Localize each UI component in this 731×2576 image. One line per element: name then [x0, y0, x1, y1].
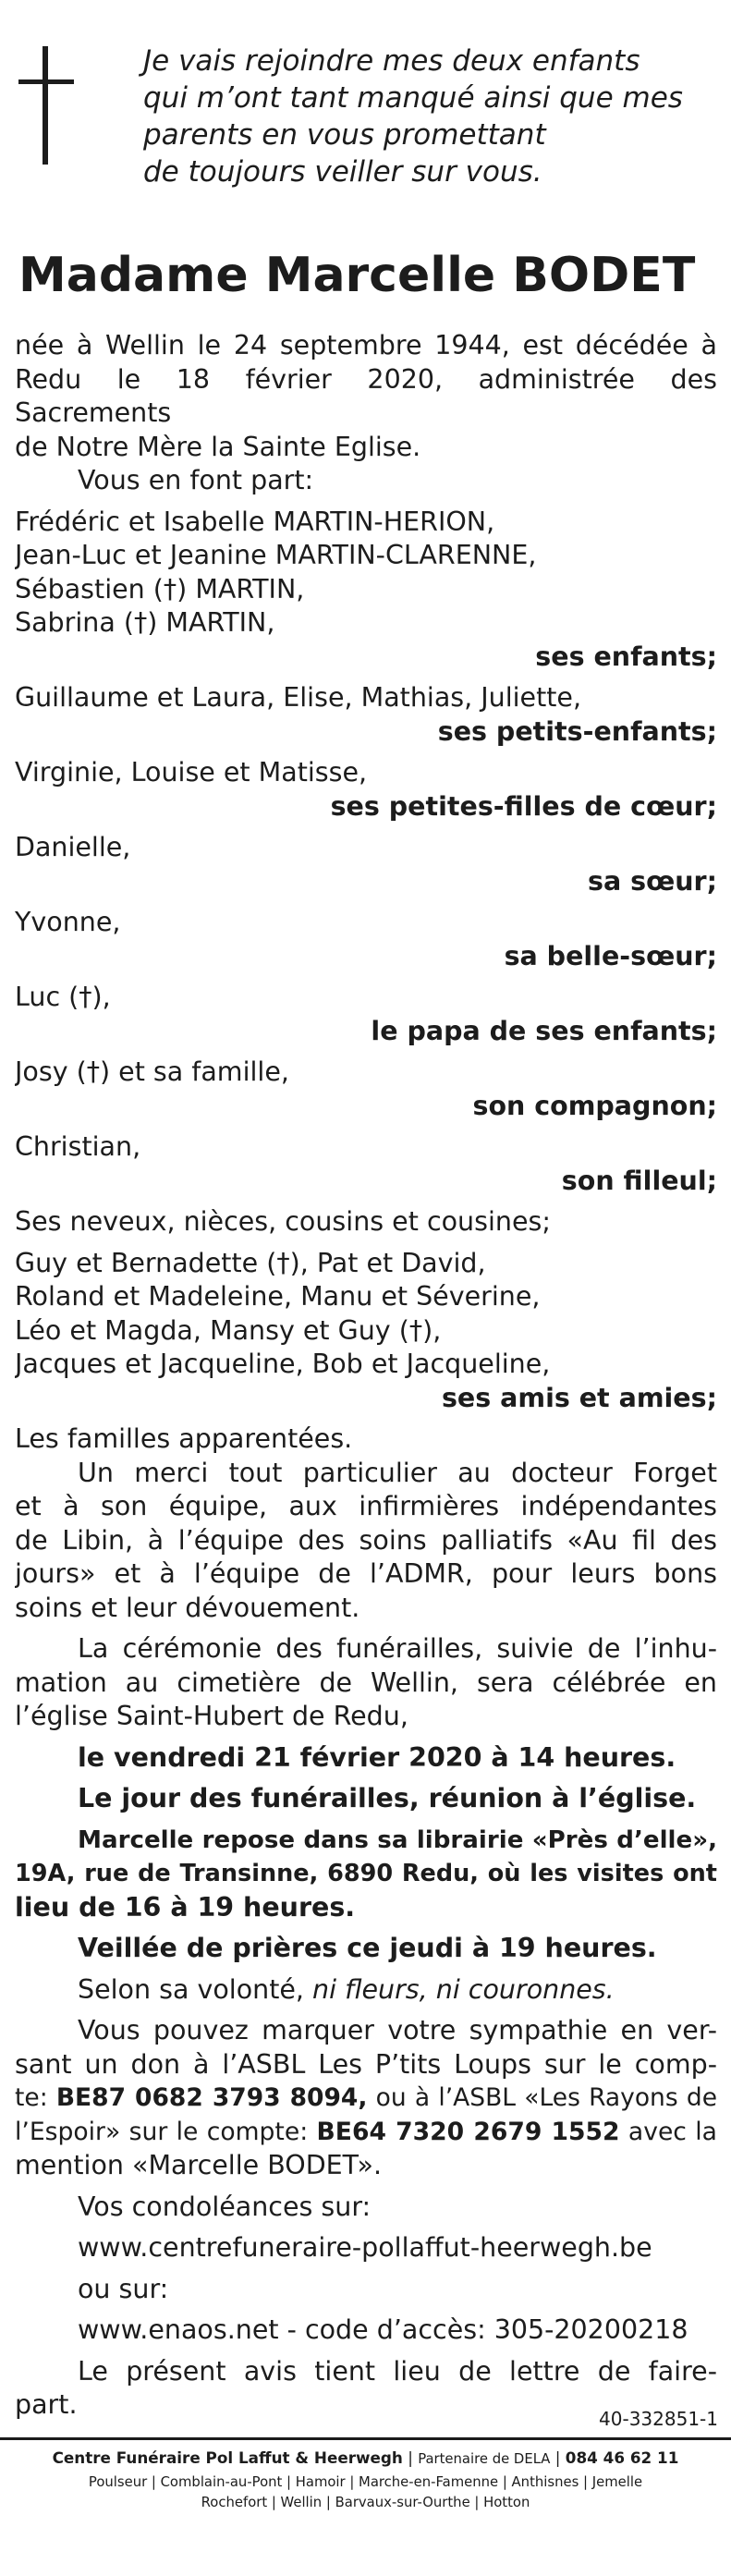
friend-name-line: Roland et Madeleine, Manu et Séverine,: [15, 1281, 541, 1312]
intro-line: de Notre Mère la Sainte Eglise.: [15, 431, 421, 462]
family-name-line: Josy (†) et sa famille,: [15, 1056, 289, 1087]
website-link[interactable]: www.centrefuneraire-pollaffut-heerwegh.be: [78, 2232, 652, 2263]
thanks-line: jours» et à l’équipe de l’ADMR, pour leurs bons: [15, 1558, 717, 1589]
funeral-home-line: Centre Funéraire Pol Laffut & Heerwegh | Partenaire de DELA | 084 46 62 11: [52, 2449, 679, 2468]
condolences-label: Vos condoléances sur:: [78, 2191, 372, 2222]
family-name-line: Jean-Luc et Jeanine MARTIN-CLARENNE,: [15, 540, 537, 570]
family-name-line: Luc (†),: [15, 982, 111, 1012]
cross-icon: [18, 46, 74, 165]
repose-line: 19A, rue de Transinne, 6890 Redu, où les visites ont: [15, 1860, 717, 1887]
relation-label: ses amis et amies;: [441, 1382, 717, 1413]
phone-number: 084 46 62 11: [565, 2449, 679, 2468]
relation-label: sa belle-sœur;: [504, 940, 717, 971]
thanks-line: soins et leur dévouement.: [15, 1592, 360, 1623]
relation-label: sa sœur;: [587, 865, 717, 897]
locations-line: Poulseur | Comblain-au-Pont | Hamoir | Marche-en-Famenne | Anthisnes | Jemelle: [88, 2473, 643, 2490]
thanks-line: Un merci tout particulier au docteur Forget: [78, 1457, 717, 1488]
family-name-line: Sébastien (†) MARTIN,: [15, 573, 305, 604]
divider: [0, 2437, 731, 2440]
wish-line: [15, 1973, 717, 2008]
family-name-line: Virginie, Louise et Matisse,: [15, 757, 368, 787]
epigraph-line: qui m’ont tant manqué ainsi que mes: [143, 81, 683, 115]
family-name-line: Christian,: [15, 1131, 141, 1162]
relation-label: ses petites-filles de cœur;: [330, 790, 717, 822]
funeral-date: le vendredi 21 février 2020 à 14 heures.: [78, 1741, 676, 1773]
relation-label: ses petits-enfants;: [437, 715, 717, 747]
relation-label: son filleul;: [561, 1165, 717, 1196]
donation-line: sant un don à l’ASBL Les P’tits Loups sur le comp-: [15, 2048, 717, 2080]
ceremony-line: mation au cimetière de Wellin, sera célébrée en: [15, 1666, 717, 1698]
epigraph-quote: [143, 43, 698, 190]
partner-label: Partenaire de DELA: [418, 2450, 551, 2467]
ceremony-line: La cérémonie des funérailles, suivie de l’inhu-: [78, 1633, 717, 1664]
ceremony-line: l’église Saint-Hubert de Redu,: [15, 1701, 408, 1731]
notice-body: [15, 329, 717, 2423]
repose-line: Marcelle repose dans sa librairie «Près d’elle»,: [78, 1825, 717, 1854]
reference-number: 40-332851-1: [599, 2408, 718, 2430]
or-label: ou sur:: [78, 2273, 169, 2304]
deceased-name-title: Madame Marcelle BODET: [18, 248, 696, 303]
family-name-line: Guillaume et Laura, Elise, Mathias, Juliette,: [15, 682, 582, 713]
family-name-line: Sabrina (†) MARTIN,: [15, 607, 275, 638]
relation-label: son compagnon;: [472, 1090, 717, 1121]
epigraph-line: Je vais rejoindre mes deux enfants: [143, 44, 640, 78]
donation-line: Vous pouvez marquer votre sympathie en ver-: [78, 2015, 717, 2045]
thanks-line: et à son équipe, aux infirmières indépendantes: [15, 1491, 717, 1521]
donation-line: mention «Marcelle BODET».: [15, 2150, 383, 2180]
donation-line: l’Espoir» sur le compte: BE64 7320 2679 1552 avec la: [15, 2117, 717, 2146]
thanks-line: de Libin, à l’équipe des soins palliatifs «Au fil des: [15, 1524, 717, 1556]
epigraph-line: parents en vous promettant: [143, 118, 546, 152]
repose-line: lieu de 16 à 19 heures.: [15, 1891, 356, 1923]
friend-name-line: Guy et Bernadette (†), Pat et David,: [15, 1247, 486, 1278]
family-name-line: Danielle,: [15, 832, 131, 862]
friend-name-line: Jacques et Jacqueline, Bob et Jacqueline,: [15, 1349, 551, 1379]
announcers-heading: Vous en font part:: [78, 465, 314, 495]
family-name-line: Frédéric et Isabelle MARTIN-HERION,: [15, 506, 495, 537]
closing-line: Le présent avis tient lieu de lettre de faire-: [78, 2355, 717, 2387]
relation-label: le papa de ses enfants;: [371, 1015, 717, 1046]
funeral-home-name: Centre Funéraire Pol Laffut & Heerwegh: [52, 2449, 403, 2468]
wish-prefix: Selon sa volonté,: [78, 1973, 304, 2005]
families-line: Les familles apparentées.: [15, 1423, 353, 1454]
friend-name-line: Léo et Magda, Mansy et Guy (†),: [15, 1314, 442, 1346]
nephews-line: Ses neveux, nièces, cousins et cousines;: [15, 1206, 551, 1237]
family-name-line: Yvonne,: [15, 907, 121, 937]
bank-account: BE64 7320 2679 1552: [316, 2117, 620, 2146]
bank-account: BE87 0682 3793 8094,: [55, 2083, 368, 2112]
intro-line: Redu le 18 février 2020, administrée des Sacrements: [15, 363, 717, 428]
donation-line: te: BE87 0682 3793 8094, ou à l’ASBL «Les Rayons de: [15, 2083, 717, 2112]
locations-line: Rochefort | Wellin | Barvaux-sur-Ourthe | Hotton: [201, 2494, 530, 2510]
website-link[interactable]: www.enaos.net - code d’accès: 305-20200218: [78, 2314, 688, 2345]
intro-line: née à Wellin le 24 septembre 1944, est décédée à: [15, 330, 717, 360]
relation-label: ses enfants;: [535, 641, 717, 672]
vigil-info: Veillée de prières ce jeudi à 19 heures.: [78, 1933, 657, 1963]
closing-line: part.: [15, 2389, 78, 2420]
epigraph-line: de toujours veiller sur vous.: [143, 155, 542, 189]
meeting-info: Le jour des funérailles, réunion à l’église.: [78, 1783, 697, 1813]
wish-italic: ni fleurs, ni couronnes.: [312, 1973, 615, 2005]
